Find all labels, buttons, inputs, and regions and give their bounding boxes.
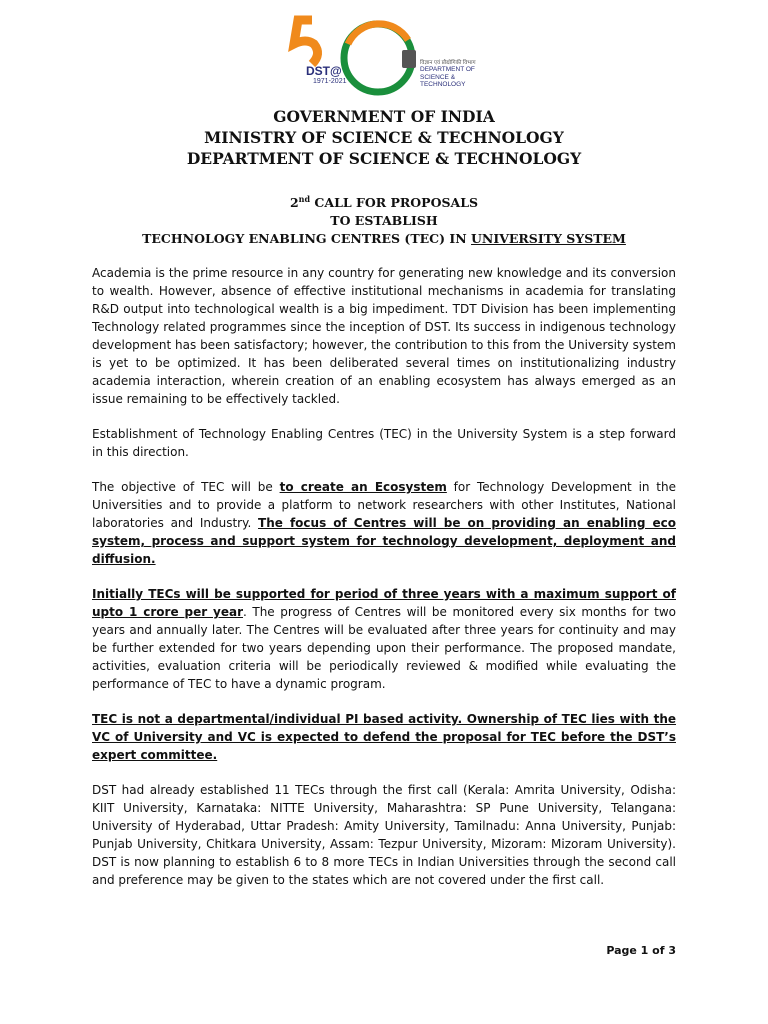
logo-years-text: 1971-2021	[313, 78, 347, 85]
paragraph-ownership: TEC is not a departmental/individual PI based activity. Ownership of TEC lies with the VC of University and VC is expected to defend the proposal for TEC before the DST’s expert committee.	[92, 712, 676, 762]
call-title	[0, 190, 768, 248]
logo-dst-text: DST@	[306, 64, 342, 78]
call-title-line1: 2nd CALL FOR PROPOSALS	[289, 194, 479, 211]
paragraph-establishment: Establishment of Technology Enabling Centres (TEC) in the University System is a step forward in this direction.	[92, 427, 676, 459]
call-title-line2: TO ESTABLISH	[330, 213, 438, 229]
logo-hindi-text: विज्ञान एवं प्रौद्योगिकी विभाग	[420, 60, 476, 66]
header-line-ministry: MINISTRY OF SCIENCE & TECHNOLOGY	[204, 128, 564, 147]
page-number: Page 1 of 3	[606, 944, 676, 957]
dst-50-logo	[268, 14, 488, 100]
paragraph-objective: The objective of TEC will be to create an Ecosystem for Technology Development in the Universities and to provide a platform to network researchers with other Institutes, National laboratories and Industry. The focus of Centres will be on providing an enabling eco system, process and support system for technology development, deployment and diffusion.	[92, 480, 676, 566]
document-body	[92, 264, 676, 906]
logo-dept-text: DEPARTMENT OF SCIENCE & TECHNOLOGY	[420, 66, 475, 88]
paragraph-intro: Academia is the prime resource in any country for generating new knowledge and its conversion to wealth. However, absence of effective institutional mechanisms in academia for translating R&D output into technological wealth is a big impediment. TDT Division has been implementing Technology related programmes since the inception of DST. Its success in indigenous technology development has been satisfactory; however, the contribution to this from the University system is yet to be optimized. It has been deliberated several times on institutionalizing industry academia interaction, wherein creation of an enabling ecosystem has always emerged as an issue remaining to be effectively tackled.	[92, 266, 676, 406]
header-line-government: GOVERNMENT OF INDIA	[273, 107, 495, 126]
call-title-line3: TECHNOLOGY ENABLING CENTRES (TEC) IN UNIVERSITY SYSTEM	[142, 231, 626, 247]
paragraph-support: Initially TECs will be supported for period of three years with a maximum support of upto 1 crore per year. The progress of Centres will be monitored every six months for two years and annually later. The Centres will be evaluated after three years for continuity and may be further extended for two years depending upon their performance. The proposed mandate, activities, evaluation criteria will be periodically reviewed & modified while evaluating the performance of TEC to have a dynamic program.	[92, 587, 676, 691]
document-header	[0, 106, 768, 169]
header-line-department: DEPARTMENT OF SCIENCE & TECHNOLOGY	[186, 149, 582, 168]
paragraph-first-call: DST had already established 11 TECs through the first call (Kerala: Amrita University, Odisha: KIIT University, Karnataka: NITTE University, Maharashtra: SP Pune University, Telangana: University of Hyderabad, Uttar Pradesh: Amity University, Tamilnadu: Anna University, Punjab: Punjab University, Chitkara University, Assam: Tezpur University, Mizoram: Mizoram University). DST is now planning to establish 6 to 8 more TECs in Indian Universities through the second call and preference may be given to the states which are not covered under the first call.	[92, 783, 676, 887]
